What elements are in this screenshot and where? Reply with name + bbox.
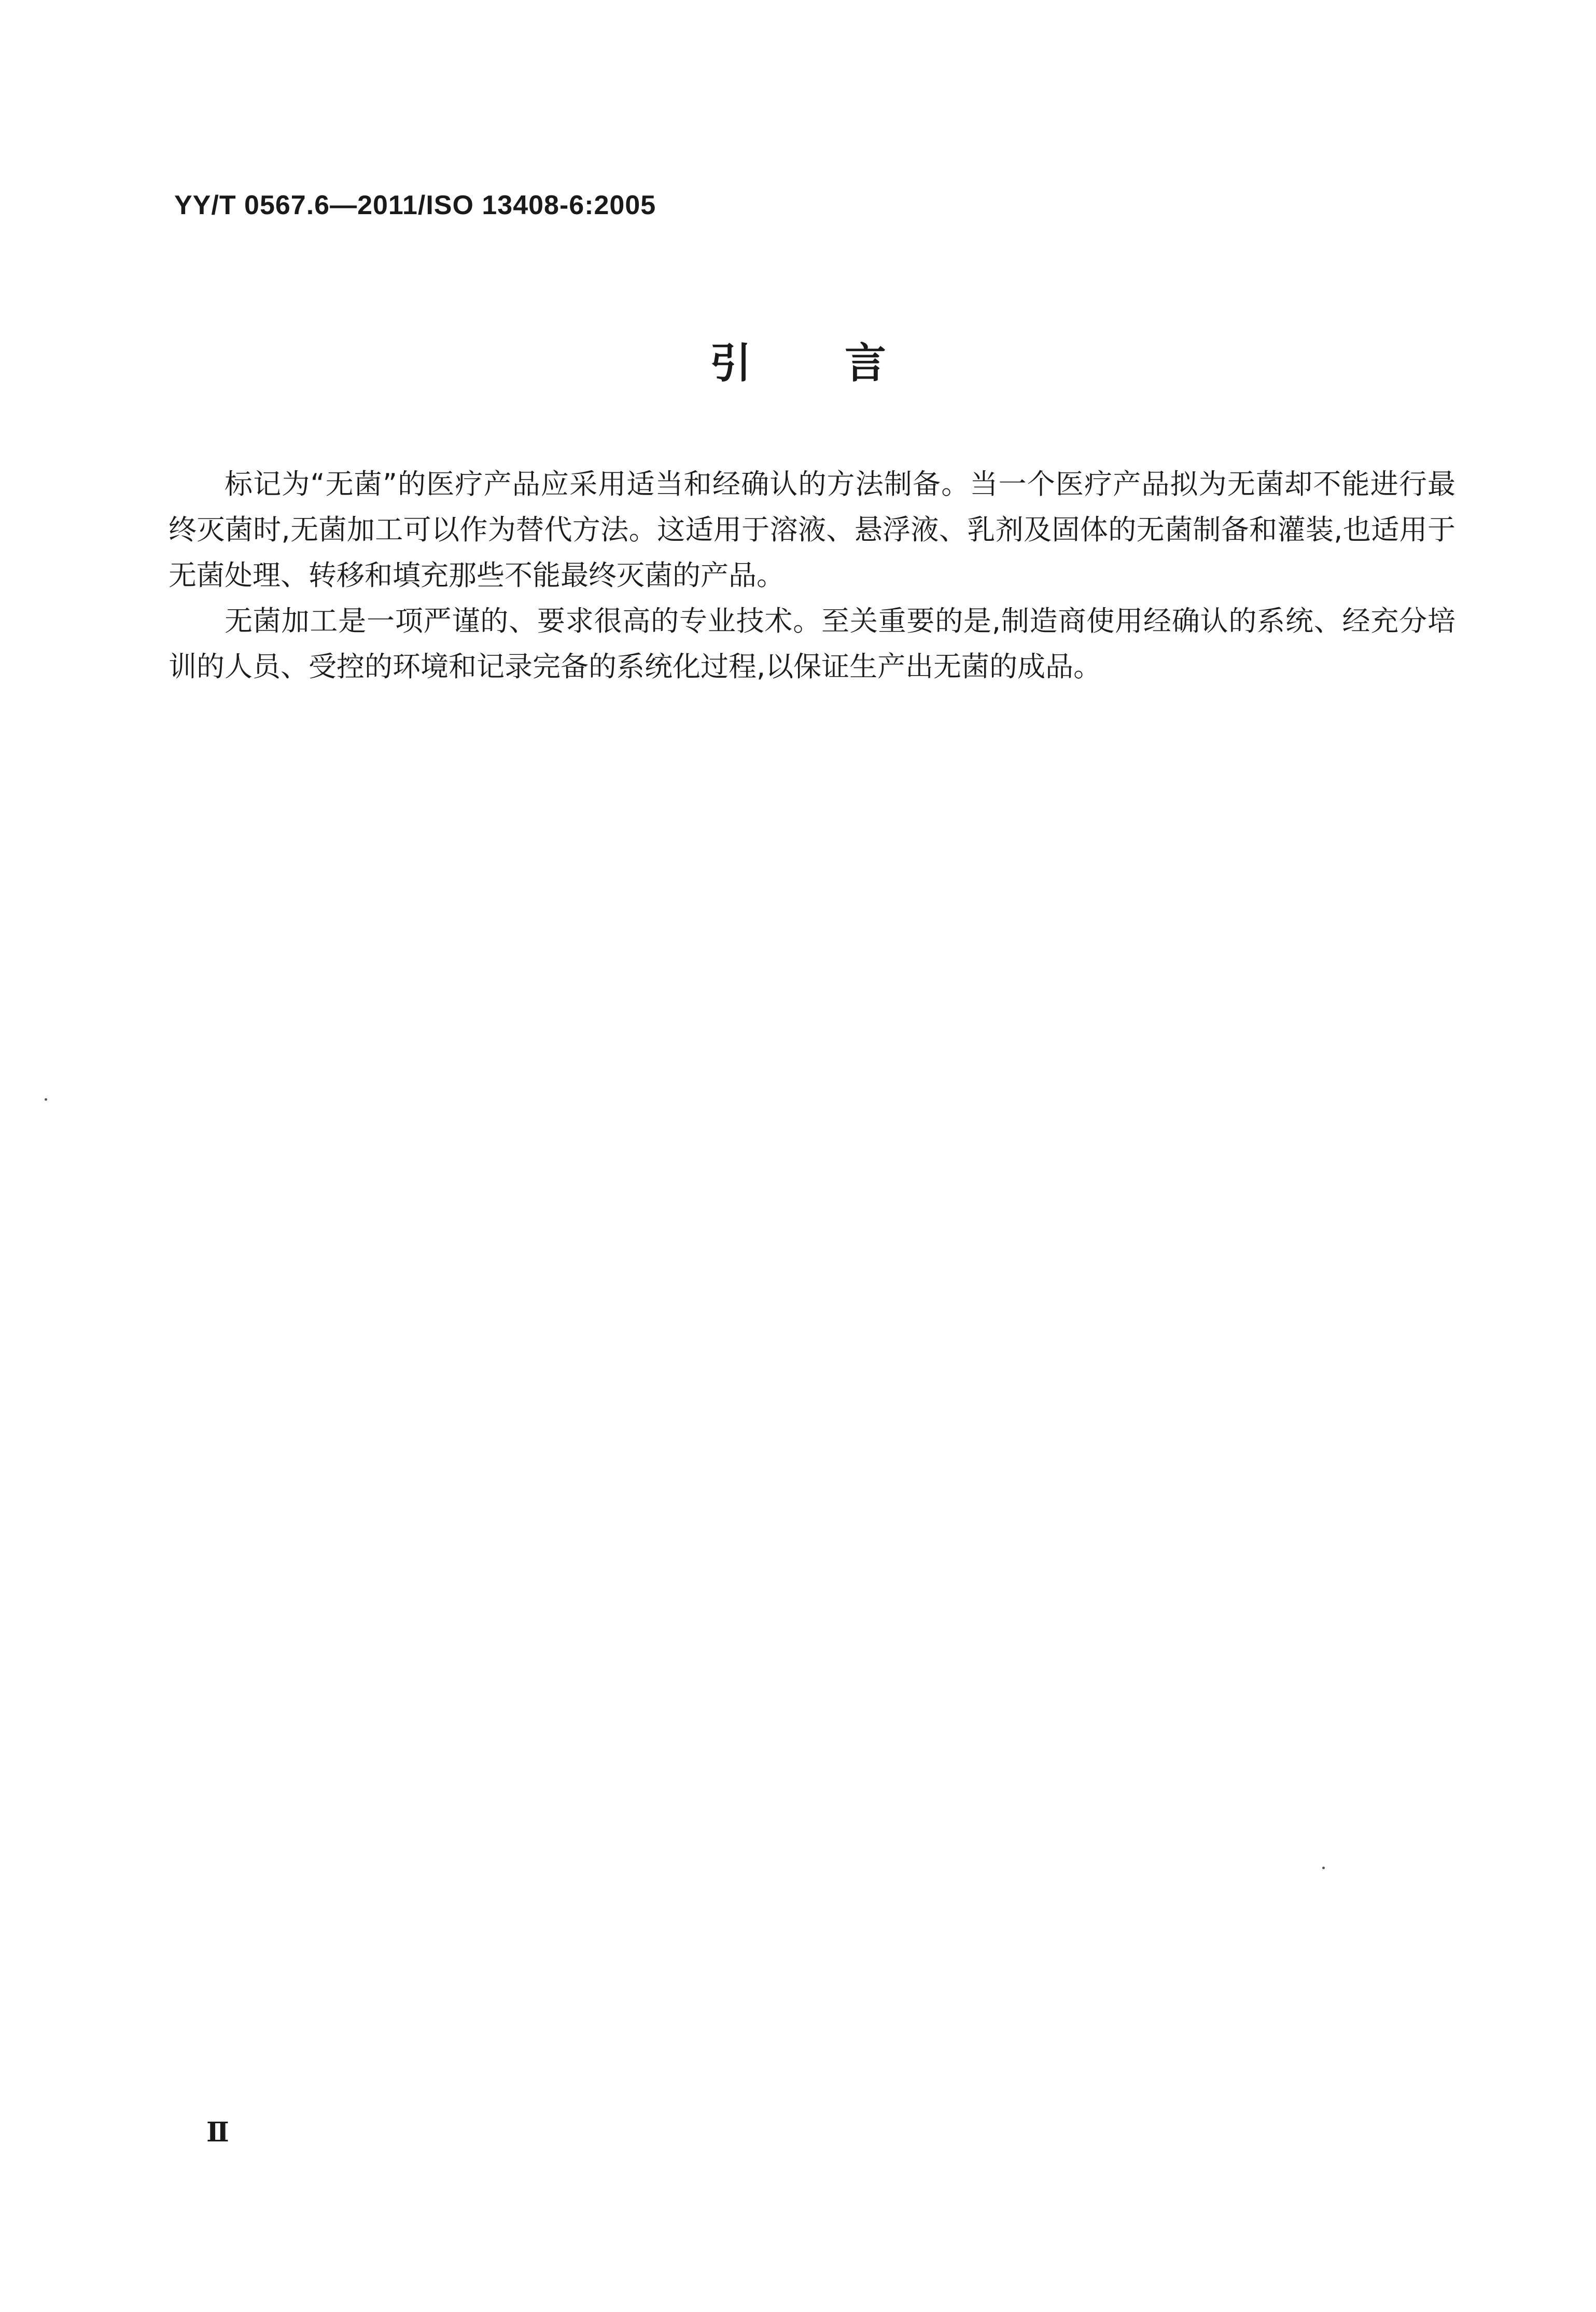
body-text	[169, 461, 1455, 690]
section-title: 引言	[710, 339, 979, 387]
scan-speck	[1322, 1867, 1325, 1869]
scan-speck	[45, 1098, 47, 1101]
page-number: Ⅱ	[206, 2118, 229, 2148]
standard-number-header: YY/T 0567.6—2011/ISO 13408-6:2005	[174, 190, 656, 220]
paragraph-2: 无菌加工是一项严谨的、要求很高的专业技术。至关重要的是,制造商使用经确认的系统、经充分培训的人员、受控的环境和记录完备的系统化过程,以保证生产出无菌的成品。	[169, 605, 1455, 683]
paragraph-1: 标记为“无菌”的医疗产品应采用适当和经确认的方法制备。当一个医疗产品拟为无菌却不能进行最终灭菌时,无菌加工可以作为替代方法。这适用于溶液、悬浮液、乳剂及固体的无菌制备和灌装,也适用于无菌处理、转移和填充那些不能最终灭菌的产品。	[169, 468, 1455, 592]
